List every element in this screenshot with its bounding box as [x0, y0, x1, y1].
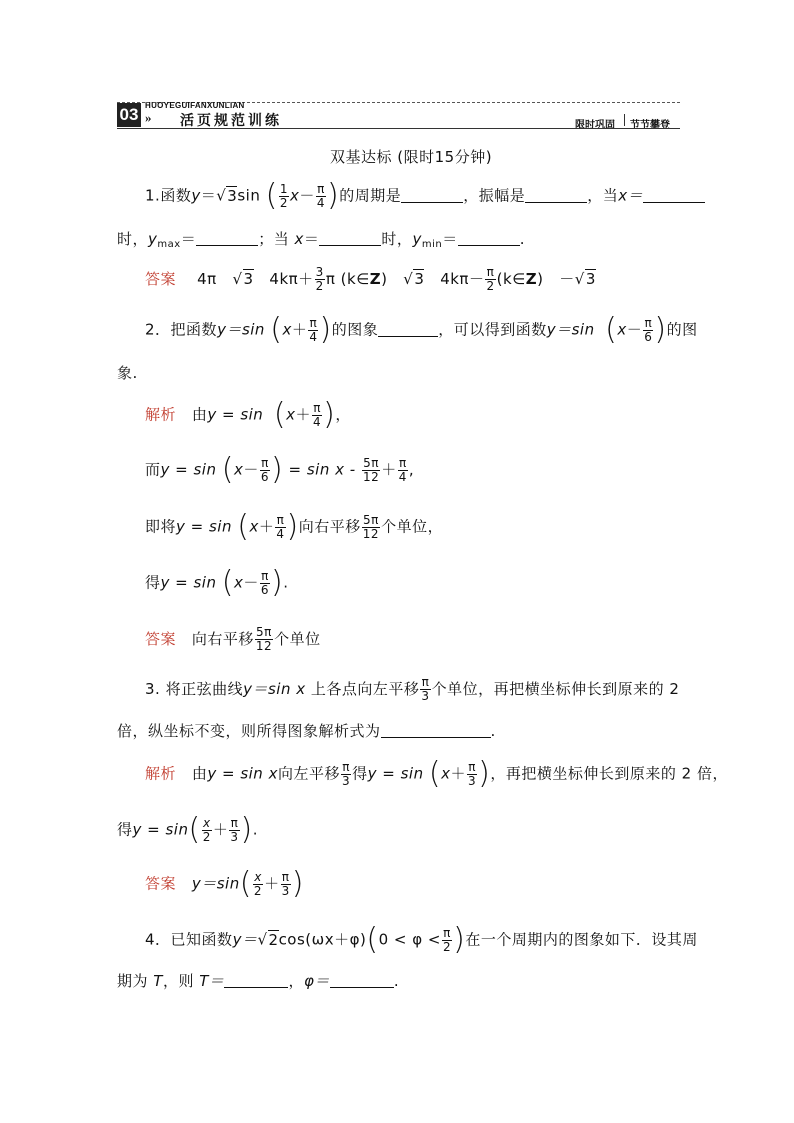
question-1-line-2 [117, 228, 525, 250]
q1-blank-ymin[interactable] [458, 231, 520, 246]
s2-l3-c: 个单位， [381, 517, 444, 536]
a3-label: 答案 [145, 874, 177, 893]
s3-plus: ＋ [450, 764, 467, 783]
a1-frac-pi-2 [485, 266, 495, 293]
q4-2: 2 [442, 939, 452, 954]
q1-blank-x-max[interactable] [643, 188, 705, 203]
s3-label: 解析 [145, 764, 177, 783]
q2-text-b: 的图象 [331, 320, 379, 339]
q3-expr: y＝sin x [243, 680, 306, 698]
right-paren-icon: ) [654, 312, 667, 347]
sqrt-icon: √ [216, 186, 227, 205]
q1-ymin: y [412, 230, 422, 248]
right-paren-icon: ) [319, 312, 332, 347]
right-paren-icon: ) [240, 812, 253, 847]
s2-l2-4: 4 [398, 469, 407, 484]
a1-v6: － [559, 270, 575, 288]
q4-blank-phi[interactable] [330, 973, 394, 988]
s3-l2-plus: ＋ [212, 820, 229, 839]
a1-v5-n: π [486, 265, 495, 279]
s3-a: 由 [191, 764, 208, 783]
s2-four1: 4 [313, 414, 322, 429]
s2-x3: x [249, 517, 259, 536]
q3-text-a: 将正弦曲线 [165, 680, 244, 698]
q4-expr: y＝ [232, 930, 258, 949]
q4-T: T [153, 972, 163, 990]
left-paren-icon: ( [221, 565, 234, 600]
s2-label: 解析 [145, 405, 177, 424]
question-2-line-2: 象. [117, 364, 138, 382]
right-paren-icon: ) [323, 397, 336, 432]
a1-v2: 3 [243, 270, 254, 288]
s2-l2-end: , [408, 460, 415, 479]
a2-12: 12 [255, 639, 273, 653]
q1-min-sub: min [421, 239, 443, 250]
a1-z: Z [369, 270, 382, 288]
question-4-line-1 [145, 922, 698, 957]
sqrt-icon: √ [403, 270, 414, 288]
s3-l2-2: 2 [202, 829, 211, 844]
a1-v5-d: 2 [486, 279, 495, 293]
q2-text-a: 把函数 [170, 320, 218, 339]
s3-expr2: y = sin [367, 764, 424, 783]
q3-blank[interactable] [381, 723, 491, 738]
s2-pi1: π [313, 400, 321, 415]
a1-v4: 3 [414, 270, 425, 288]
q1-blank-period[interactable] [401, 188, 463, 203]
q2-blank[interactable] [378, 322, 438, 337]
s2-l2-plus: ＋ [381, 460, 397, 479]
solution-2-line-4 [145, 565, 289, 600]
q2-six: 6 [644, 329, 653, 344]
q2-text-c: ，可以得到函数 [438, 320, 547, 339]
question-2-line-1 [145, 312, 698, 347]
question-4-line-2 [117, 970, 399, 991]
a2-frac-5pi12 [255, 626, 273, 653]
q1-shi: 时， [381, 230, 413, 248]
q1-num: 1. [145, 186, 161, 205]
header-pinyin: HUOYEGUIFANXUNLIAN [145, 101, 245, 110]
s2-frac-pi6b [260, 570, 270, 597]
s2-l1-expr: y = sin [207, 405, 264, 424]
q1-frac-n: 1 [279, 181, 288, 196]
q1-sin: sin [237, 186, 261, 205]
s3-expr1: y = sin x [207, 764, 278, 783]
q2-frac-pi6 [643, 317, 653, 344]
q2-expr1: y＝sin [217, 320, 265, 339]
q4-frac-pi2 [442, 927, 452, 954]
q1-eq4: ＝ [442, 230, 458, 248]
q1-y: y [191, 186, 201, 205]
s2-frac-5pi12 [362, 457, 380, 484]
left-paren-icon: ( [239, 866, 252, 901]
q3-text-c: 个单位，再把横坐标伸长到原来的 2 [431, 680, 680, 698]
question-3-line-2 [117, 720, 496, 741]
q2-frac-pi4 [308, 317, 318, 344]
q4-num: 4． [145, 930, 171, 949]
a2-b: 个单位 [274, 630, 321, 648]
q2-pi: π [309, 315, 318, 330]
solution-2-line-1 [145, 397, 351, 432]
s2-four3: 4 [276, 526, 285, 541]
left-paren-icon: ( [605, 312, 618, 347]
a1-frac-3-2 [315, 266, 325, 293]
q1-xeq: x＝ [618, 186, 644, 205]
s2-l3-a: 即将 [145, 517, 177, 536]
sqrt-icon: √ [257, 930, 268, 949]
s2-5pi-b: 5π [362, 512, 379, 527]
header-right-label-1: 限时巩固 [575, 120, 615, 131]
q4-line2-b: ，则 [162, 972, 194, 990]
left-paren-icon: ( [273, 397, 287, 432]
a3-x: x [254, 869, 262, 884]
a3-2: 2 [253, 883, 263, 898]
s3-frac-pi3 [341, 761, 351, 788]
q4-comma: ， [288, 972, 304, 990]
s3-b: 向左平移 [277, 764, 340, 783]
s2-12-b: 12 [362, 526, 380, 541]
a1-v1: 4π [197, 270, 217, 288]
q1-semi: ；当 [258, 230, 290, 248]
left-paren-icon: ( [428, 756, 442, 791]
q4-blank-T[interactable] [224, 973, 288, 988]
s3-l2-a: 得 [117, 820, 133, 839]
q2-four: 4 [309, 329, 318, 344]
q1-text-d: ，当 [587, 186, 619, 205]
s3-frac-x2 [202, 817, 212, 844]
q1-four: 4 [316, 195, 326, 210]
chapter-number-badge: 03 [117, 103, 141, 127]
q4-text-b: 在一个周期内的图象如下．设其周 [465, 930, 698, 949]
s2-pi2: π [261, 455, 269, 470]
header-underline [117, 128, 680, 129]
s2-six2: 6 [260, 469, 270, 484]
q4-line2-a: 期为 [117, 972, 149, 990]
header-divider [624, 114, 625, 126]
q4-pi: π [443, 925, 451, 940]
chevron-icon: » [145, 110, 152, 125]
right-paren-icon: ) [271, 565, 284, 600]
right-paren-icon: ) [478, 756, 491, 791]
left-paren-icon: ( [221, 452, 234, 487]
q1-text-c: ，振幅是 [463, 186, 526, 205]
right-paren-icon: ) [327, 178, 340, 213]
a1-v3-post: π (k∈ [325, 270, 370, 288]
answer-2 [145, 626, 321, 653]
q3-line2: 倍，纵坐标不变，则所得图象解析式为 [117, 722, 381, 740]
header-title: 活页规范训练 [180, 113, 282, 129]
q1-text-b: 的周期是 [339, 186, 402, 205]
q4-cos: cos(ωx＋φ) [278, 930, 367, 949]
q2-x: x [282, 320, 292, 339]
q2-num: 2． [145, 320, 171, 339]
left-paren-icon: ( [265, 178, 278, 213]
s2-frac-pi6 [260, 457, 270, 484]
s2-l3-expr: y = sin [176, 517, 232, 536]
q1-x: x [289, 186, 300, 205]
q1-frac-d: 2 [279, 195, 288, 210]
answer-3 [145, 866, 304, 901]
s3-c: 得 [352, 764, 368, 783]
left-paren-icon: ( [270, 312, 283, 347]
s2-l4-a: 得 [145, 573, 161, 592]
a2-5pi: 5π [256, 625, 272, 639]
section-title: 双基达标 (限时15分钟) [330, 148, 493, 166]
sqrt-icon: √ [574, 270, 585, 288]
s2-six4: 6 [260, 582, 270, 597]
q1-blank-ymax[interactable] [196, 231, 258, 246]
q1-max-sub: max [157, 239, 181, 250]
s2-minus4: － [243, 573, 259, 592]
s2-l3-b: 向右平移 [298, 517, 361, 536]
s3-l2-three: 3 [230, 829, 239, 844]
s2-l2-expr: y = sin [160, 460, 217, 479]
a1-v3-d: 2 [315, 279, 324, 293]
q1-minus: － [299, 186, 315, 205]
s2-plus1: ＋ [295, 405, 311, 424]
solution-2-line-3 [145, 509, 444, 544]
a1-v5-pre: 4kπ－ [440, 270, 485, 288]
s2-x2: x [234, 460, 244, 479]
s2-frac-pi4c [275, 514, 285, 541]
q1-eq: ＝ [200, 186, 217, 205]
question-1-line-1 [145, 178, 705, 213]
s2-l2-pi: π [398, 455, 407, 470]
right-paren-icon: ) [286, 509, 299, 544]
s3-pi: π [342, 759, 350, 774]
q4-Teq: T＝ [199, 972, 225, 990]
a1-v6r: 3 [585, 270, 596, 288]
s3-l2-expr: y = sin [132, 820, 189, 839]
a2-label: 答案 [145, 630, 177, 648]
a3-plus: ＋ [264, 874, 280, 893]
q4-cond: 0 < φ < [378, 930, 441, 949]
question-3-line-1 [145, 676, 679, 703]
a3-three: 3 [281, 883, 290, 898]
right-paren-icon: ) [453, 922, 466, 957]
s3-l2-x: x [202, 815, 211, 830]
s3-l2-pi: π [230, 815, 239, 830]
q1-line2-a: 时， [117, 230, 149, 248]
a1-v5-post: (k∈ [496, 270, 526, 288]
q4-sqrt2: 2 [268, 930, 279, 949]
s3-three-b: 3 [468, 773, 477, 788]
a1-v3-n: 3 [315, 265, 324, 279]
s2-frac-pi4 [312, 402, 322, 429]
q1-text-a: 函数 [160, 186, 192, 205]
a1-label: 答案 [145, 270, 177, 288]
s2-l1-end: ， [335, 405, 351, 424]
s2-x4: x [234, 573, 244, 592]
s2-frac-5pi12b [362, 514, 380, 541]
q2-expr2: y＝sin [546, 320, 595, 339]
q2-minus: － [626, 320, 643, 339]
q1-blank-x-min[interactable] [319, 231, 381, 246]
solution-3-line-2 [117, 812, 259, 847]
sqrt-icon: √ [232, 270, 243, 288]
a3-expr: y＝sin [191, 874, 240, 893]
s2-pi3: π [276, 512, 285, 527]
header-right-label-2: 节节攀登 [630, 120, 670, 131]
q3-three: 3 [421, 689, 430, 703]
q3-end: . [490, 722, 496, 740]
q4-phi: φ＝ [303, 972, 330, 990]
q3-num: 3. [145, 680, 161, 698]
s3-frac-pi3c [229, 817, 239, 844]
q1-dot: . [519, 230, 525, 248]
q2-plus: ＋ [291, 320, 308, 339]
s3-l2-end: . [252, 820, 259, 839]
q2-x2: x [617, 320, 627, 339]
s2-l4-expr: y = sin [160, 573, 217, 592]
q3-text-b: 上各点向左平移 [310, 680, 420, 698]
solution-2-line-2 [145, 452, 415, 487]
a3-pi: π [281, 869, 290, 884]
q1-eq3: ＝ [303, 230, 320, 248]
solution-3-line-1 [145, 756, 728, 791]
a2-a: 向右平移 [191, 630, 254, 648]
s2-x1: x [286, 405, 296, 424]
left-paren-icon: ( [366, 922, 379, 957]
s2-l1-a: 由 [191, 405, 208, 424]
s2-l4-end: . [283, 573, 289, 592]
q4-end: . [393, 972, 400, 990]
answer-1 [145, 266, 596, 293]
a3-frac-x2 [253, 871, 263, 898]
q1-blank-amplitude[interactable] [525, 188, 587, 203]
a1-z2: Z [525, 270, 538, 288]
s3-frac-pi3b [467, 761, 477, 788]
s3-x: x [441, 764, 451, 783]
left-paren-icon: ( [237, 509, 250, 544]
s2-5pi: 5π [363, 455, 380, 470]
s2-minus2: － [243, 460, 259, 479]
left-paren-icon: ( [188, 812, 201, 847]
s2-frac-pi4b [398, 457, 408, 484]
right-paren-icon: ) [291, 866, 304, 901]
a1-close: ) [381, 270, 388, 288]
q1-sqrt3: 3 [227, 186, 238, 205]
s2-plus3: ＋ [258, 517, 275, 536]
q1-frac-pi4 [316, 183, 326, 210]
s3-three: 3 [341, 773, 351, 788]
q3-pi: π [421, 675, 430, 689]
q4-text-a: 已知函数 [170, 930, 233, 949]
q1-frac-half [279, 183, 289, 210]
q1-pi: π [317, 181, 325, 196]
right-paren-icon: ) [271, 452, 284, 487]
s3-d: ，再把横坐标伸长到原来的 2 倍， [490, 764, 728, 783]
q2-pi2: π [644, 315, 653, 330]
s2-pi4: π [261, 568, 269, 583]
s2-l2-mid: = sin x - [283, 460, 361, 479]
q2-text-d: 的图 [666, 320, 698, 339]
a3-frac-pi3 [281, 871, 291, 898]
s2-12: 12 [362, 469, 380, 484]
q1-eq2: ＝ [180, 230, 197, 248]
a1-v3-pre: 4kπ＋ [269, 270, 314, 288]
q3-frac-pi3 [420, 676, 430, 703]
q1-ymax: y [148, 230, 158, 248]
s2-l2-a: 而 [145, 460, 161, 479]
q1-x2: x [294, 230, 304, 248]
s3-pi-b: π [468, 759, 476, 774]
a1-close2: ) [537, 270, 544, 288]
